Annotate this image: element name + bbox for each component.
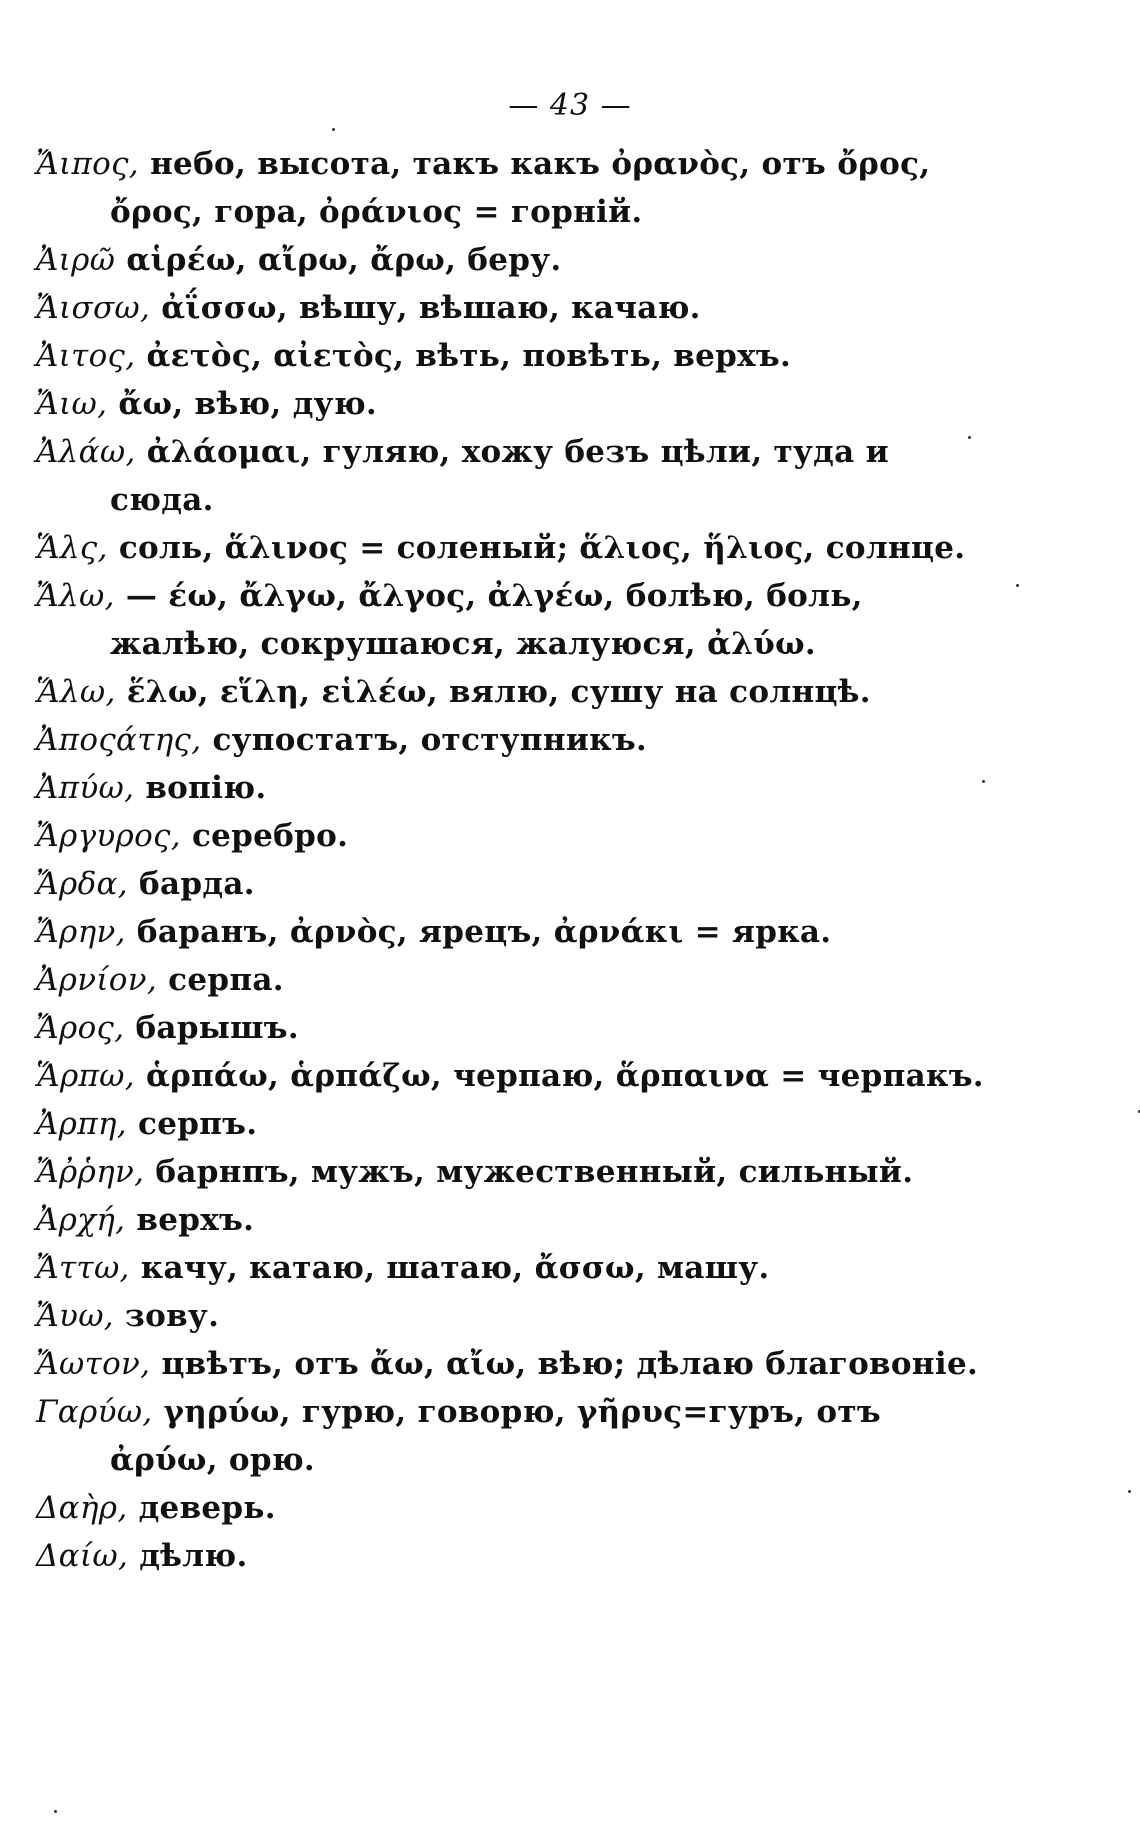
entry-headword: Ἄλω, [36, 578, 115, 614]
entry-headword: Ἄισσω, [36, 290, 151, 326]
dictionary-entry [36, 812, 996, 860]
page-number: — 43 — [508, 88, 632, 123]
entry-headword: Ἀποςάτης, [36, 722, 202, 758]
dictionary-entry [36, 1004, 996, 1052]
entry-text: ἕλω, εἵλη, εἱλέω, вялю, сушу на солнцѣ. [126, 674, 871, 710]
dictionary-entry [36, 236, 996, 284]
entry-text: супостатъ, отступникъ. [212, 722, 648, 758]
entry-headword: Ἅλς, [36, 530, 108, 566]
entry-headword: Ἄιω, [36, 386, 108, 422]
dictionary-entry [36, 332, 996, 380]
entry-headword: Ἄρος, [36, 1010, 125, 1046]
entry-headword: Γαρύω, [36, 1394, 153, 1430]
entry-text: барышъ. [135, 1010, 299, 1046]
dictionary-entry [36, 1340, 996, 1388]
entry-headword: Δαίω, [36, 1538, 129, 1574]
dictionary-entry [36, 1100, 996, 1148]
dictionary-entry [36, 1148, 996, 1196]
entry-headword: Ἄωτον, [36, 1346, 151, 1382]
print-speck [54, 1810, 57, 1813]
dictionary-entry [36, 908, 996, 956]
dictionary-entry [36, 284, 996, 332]
entry-text: ἀετὸς, αἰετὸς, вѣть, повѣть, верхъ. [146, 338, 792, 374]
entry-headword: Ἅλω, [36, 674, 116, 710]
dictionary-entry [36, 140, 996, 236]
entry-text: дѣлю. [139, 1538, 248, 1574]
entry-headword: Ἄῤῥην, [36, 1154, 145, 1190]
entry-headword: Δαὴρ, [36, 1490, 128, 1526]
dictionary-entry [36, 1484, 996, 1532]
entry-headword: Ἄρην, [36, 914, 126, 950]
dictionary-entry [36, 1244, 996, 1292]
entry-text: ἁρπάω, ἁρπάζω, черпаю, ἅρπαινα = черпакъ. [145, 1058, 984, 1094]
print-speck [332, 128, 335, 131]
entry-headword: Ἀιτος, [36, 338, 136, 374]
entry-text: — έω, ἄλγω, ἄλγος, ἀλγέω, болѣю, боль, жалѣю, сокрушаюся, жалуюся, ἀλύω. [110, 578, 863, 662]
entry-text: серебро. [191, 818, 349, 854]
entry-text: барда. [139, 866, 255, 902]
entry-headword: Ἄρδα, [36, 866, 128, 902]
entry-text: ἀλάομαι, гуляю, хожу безъ цѣли, туда и сюда. [110, 434, 889, 518]
entry-headword: Ἄιπος, [36, 146, 139, 182]
entry-text: цвѣтъ, отъ ἄω, αἴω, вѣю; дѣлаю благовоніе. [161, 1346, 979, 1382]
entry-text: верхъ. [136, 1202, 255, 1238]
dictionary-entry [36, 956, 996, 1004]
entry-text: небо, высота, такъ какъ ὀρανὸς, отъ ὄρος, ὄρος, гора, ὀράνιος = горній. [110, 146, 931, 230]
print-speck [1016, 584, 1019, 587]
entry-text: γηρύω, гурю, говорю, γῆρυς=гуръ, отъ ἀρύω, орю. [110, 1394, 881, 1478]
dictionary-entry [36, 716, 996, 764]
dictionary-entry [36, 764, 996, 812]
entry-headword: Ἀπύω, [36, 770, 135, 806]
entry-text: барнпъ, мужъ, мужественный, сильный. [155, 1154, 914, 1190]
entry-text: качу, катаю, шатаю, ἄσσω, машу. [140, 1250, 770, 1286]
dictionary-entry [36, 1292, 996, 1340]
entry-headword: Ἅρπω, [36, 1058, 135, 1094]
dictionary-entry [36, 1196, 996, 1244]
entry-text: вопію. [145, 770, 267, 806]
dictionary-entry [36, 380, 996, 428]
print-speck [968, 436, 971, 439]
entry-text: серпа. [168, 962, 284, 998]
entry-headword: Ἀλάω, [36, 434, 136, 470]
entry-text: ἄω, вѣю, дую. [118, 386, 377, 422]
dictionary-entry [36, 1532, 996, 1580]
dictionary-entry [36, 428, 996, 524]
entry-text: ἀΐσσω, вѣшу, вѣшаю, качаю. [161, 290, 701, 326]
entry-text: соль, ἅλινος = соленый; ἅλιος, ἥλιος, солнце. [118, 530, 966, 566]
dictionary-entry [36, 524, 996, 572]
print-speck [982, 780, 985, 783]
entry-headword: Ἀρνίον, [36, 962, 158, 998]
dictionary-entry [36, 1388, 996, 1484]
entry-text: баранъ, ἀρνὸς, ярецъ, ἀρνάκι = ярка. [136, 914, 832, 950]
dictionary-entry [36, 572, 996, 668]
dictionary-entry [36, 860, 996, 908]
entry-headword: Ἀρπη, [36, 1106, 127, 1142]
entry-headword: Ἄυω, [36, 1298, 114, 1334]
entry-text: серпъ. [138, 1106, 258, 1142]
entry-headword: Ἀιρῶ [36, 242, 116, 278]
dictionary-entry [36, 1052, 996, 1100]
entry-text: деверь. [138, 1490, 276, 1526]
dictionary-entries [36, 140, 996, 1580]
dictionary-entry [36, 668, 996, 716]
entry-headword: Ἄργυρος, [36, 818, 181, 854]
entry-text: αἱρέω, αἴρω, ἄρω, беру. [126, 242, 562, 278]
entry-headword: Ἀρχή, [36, 1202, 126, 1238]
entry-headword: Ἄττω, [36, 1250, 130, 1286]
print-speck [1128, 1490, 1131, 1493]
entry-text: зову. [125, 1298, 220, 1334]
